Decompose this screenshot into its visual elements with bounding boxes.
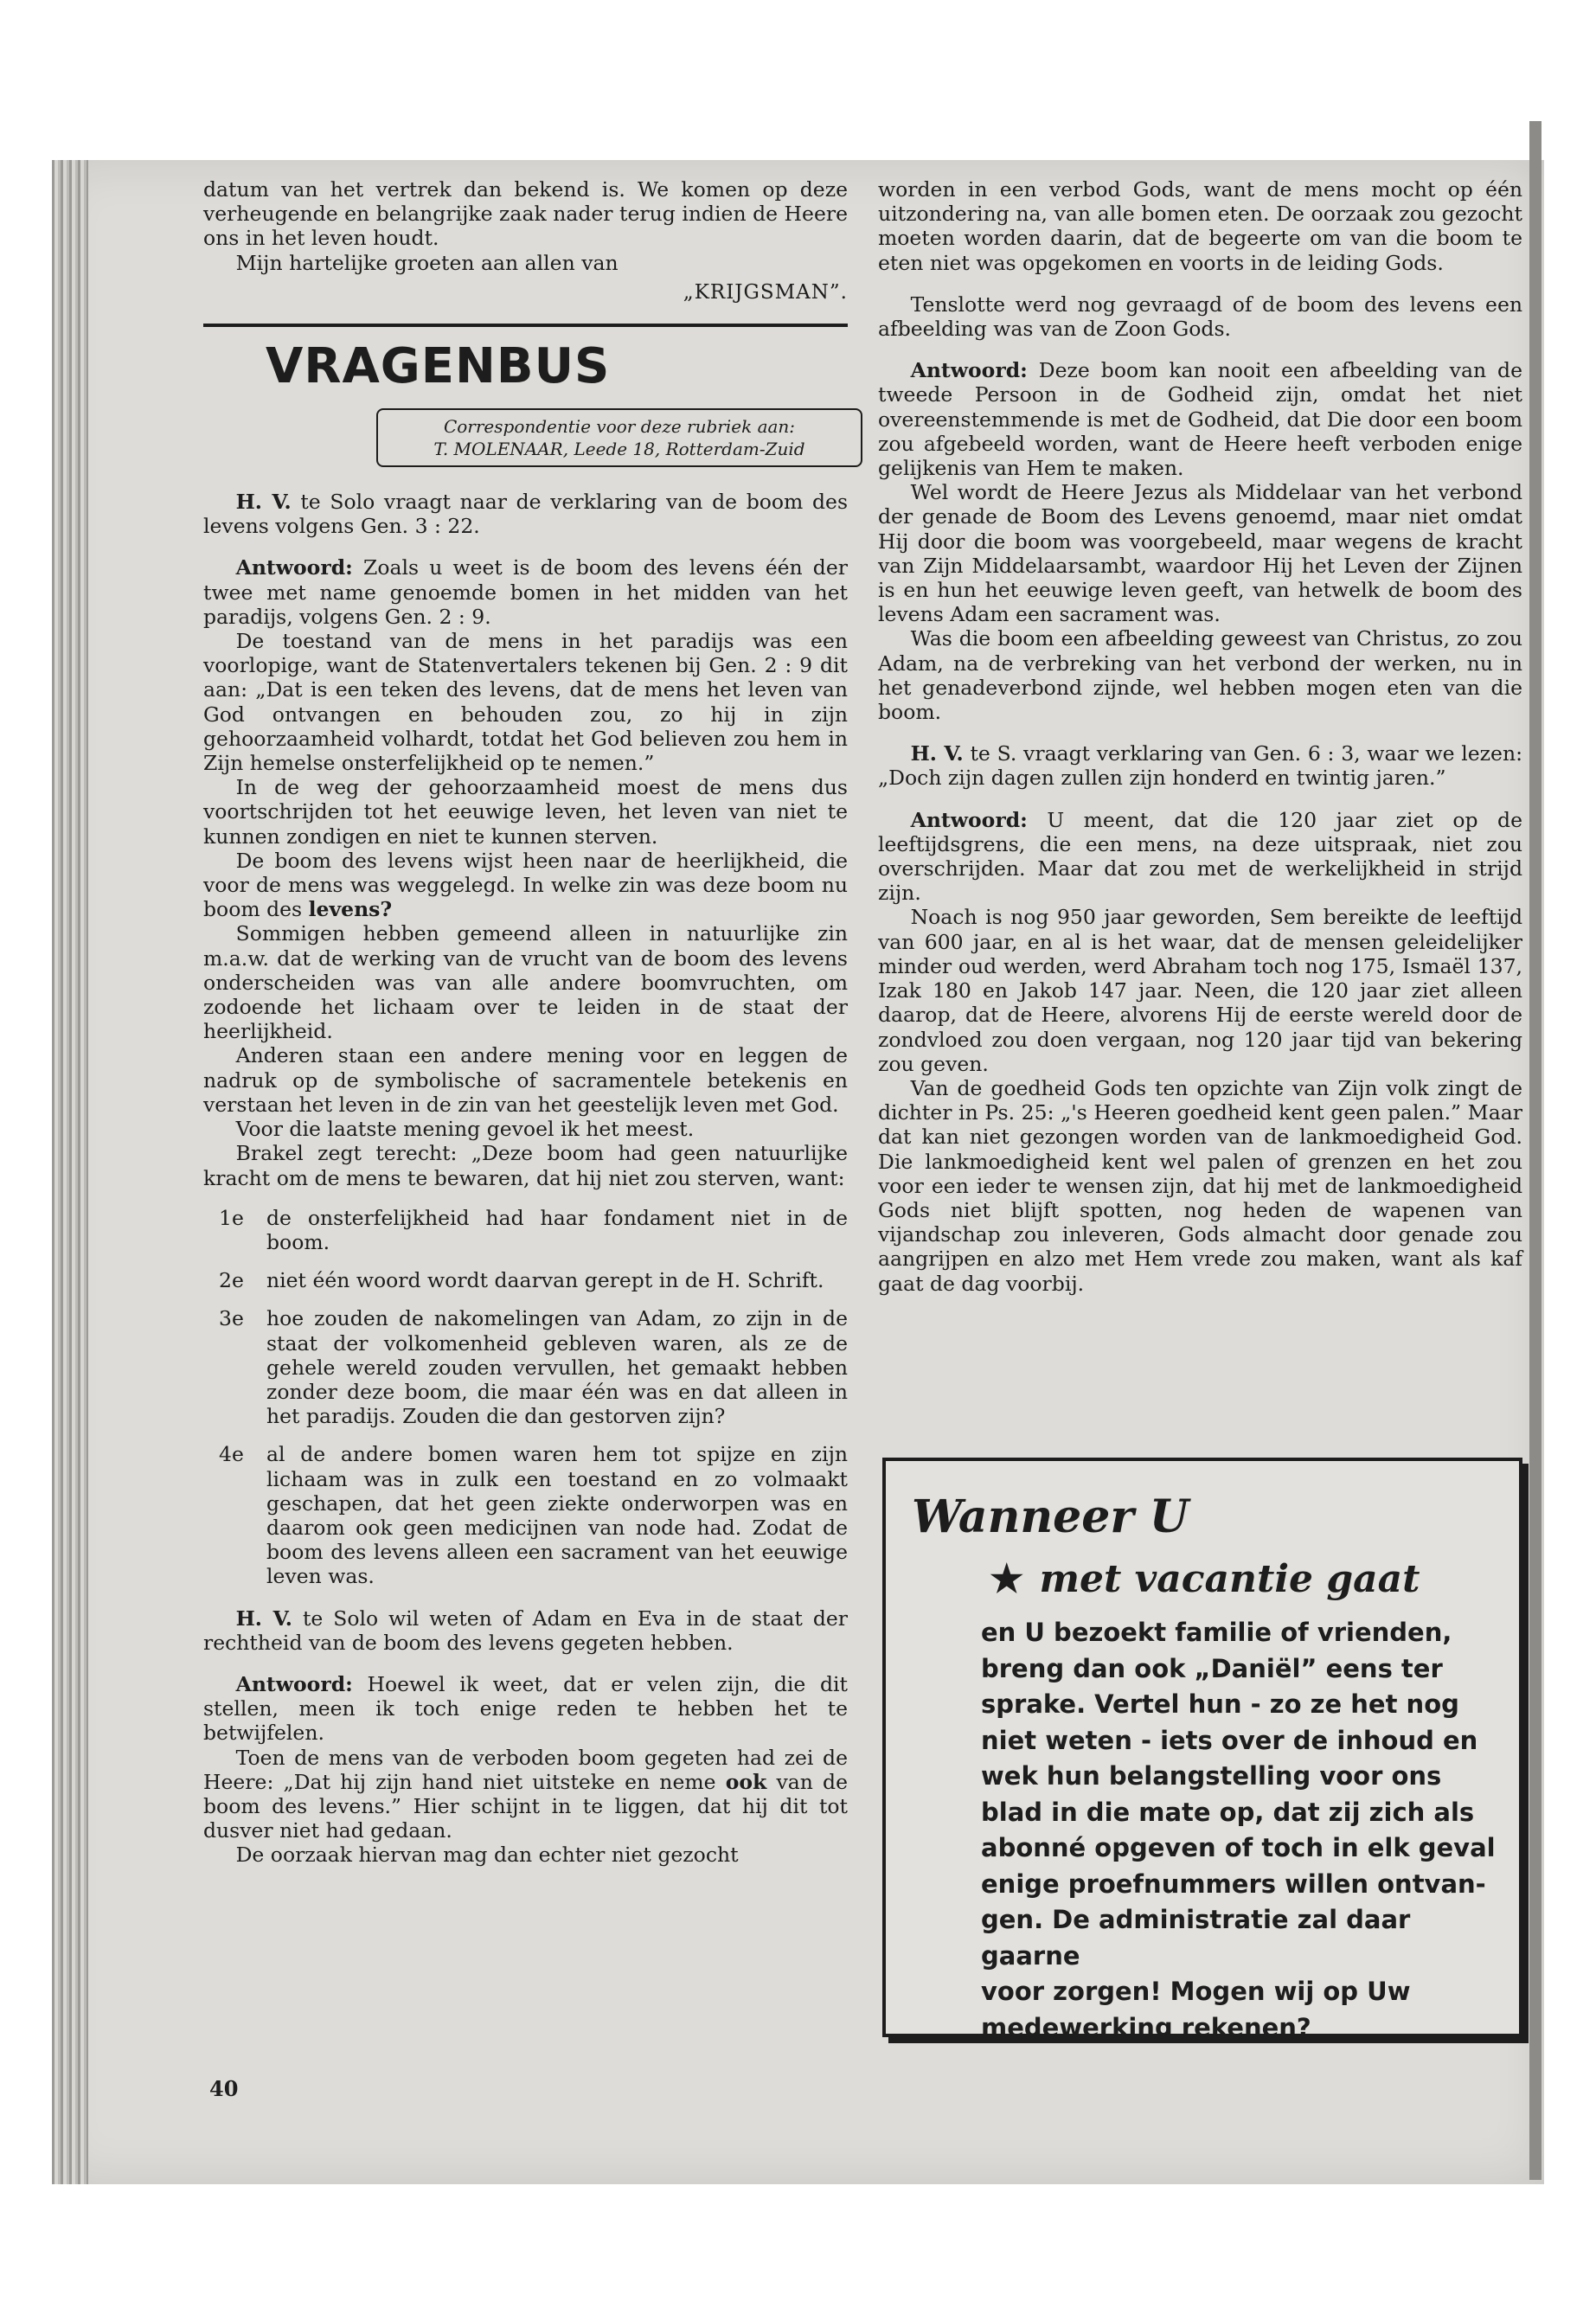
- list-number: 3e: [219, 1306, 244, 1331]
- advert-line: en U bezoekt familie of vrienden,: [981, 1618, 1452, 1647]
- advert-line: abonné opgeven of toch in elk geval: [981, 1833, 1496, 1862]
- advert-subtitle: ★ met vacantie gaat: [990, 1557, 1420, 1601]
- answer-1-paragraph: Antwoord: Zoals u weet is de boom des levens één der twee met name genoemde bomen in het midden van het paradijs, volgens Gen. 2 : 9.: [203, 555, 848, 629]
- answer-1-paragraph: De toestand van de mens in het paradijs was een voorlopige, want de Statenvertalers tekenen bij Gen. 2 : 9 dit aan: „Dat is een teken des levens, dat de mens het leven van God ontvangen en behouden zou, zo hij in zijn gehoorzaamheid volhardt, totdat het God believen zou hem in Zijn hemelse onsterfelijkheid op te nemen.”: [203, 629, 848, 776]
- book-spine: [52, 160, 88, 2184]
- answer-label: Antwoord:: [235, 555, 353, 580]
- advert-line: sprake. Vertel hun - zo ze het nog: [981, 1689, 1459, 1719]
- list-number: 4e: [219, 1442, 244, 1467]
- star-icon: ★: [990, 1557, 1024, 1601]
- answer-3-paragraph: Was die boom een afbeelding geweest van Christus, zo zou Adam, na de verbreking van het verbond der werken, nu in het genadeverbond zijnde, wel hebben mogen eten van die boom.: [878, 626, 1522, 725]
- page-edge: [1529, 121, 1542, 2180]
- signature: „KRIJGSMAN”.: [683, 280, 848, 304]
- question-asker: H. V.: [235, 490, 292, 515]
- answer-1-paragraph: Brakel zegt terecht: „Deze boom had geen natuurlijke kracht om de mens te bewaren, dat hij niet zou sterven, want:: [203, 1141, 848, 1190]
- greeting: Mijn hartelijke groeten aan allen van: [235, 250, 619, 275]
- answer-2-paragraph: Toen de mens van de verboden boom gegeten had zei de Heere: „Dat hij zijn hand niet uitsteke en neme ook van de boom des levens.” Hier schijnt in te liggen, dat hij dit tot dusver niet had gedaan.: [203, 1745, 848, 1843]
- answer-label: Antwoord:: [910, 807, 1028, 832]
- answer-1-paragraph: Sommigen hebben gemeend alleen in natuurlijke zin m.a.w. dat de werking van de vrucht van de boom des levens onderscheiden was van alle andere boomvruchten, om zodoende het lichaam over te leiden in de staat der heerlijkheid.: [203, 921, 848, 1044]
- list-number: 2e: [219, 1268, 244, 1293]
- answer-1-paragraph: De boom des levens wijst heen naar de heerlijkheid, die voor de mens was weggelegd. In welke zin was deze boom nu boom des levens?: [203, 848, 848, 922]
- list-text: niet één woord wordt daarvan gerept in de H. Schrift.: [266, 1268, 824, 1293]
- numbered-list: [203, 1206, 848, 1589]
- advert-line: gen. De administratie zal daar gaarne: [981, 1905, 1411, 1971]
- answer-2-paragraph: Antwoord: Hoewel ik weet, dat er velen zijn, die dit stellen, meen ik toch enige reden te hebben het te betwijfelen.: [203, 1671, 848, 1746]
- answer-1-paragraph: Anderen staan een andere mening voor en leggen de nadruk op de symbolische of sacramentele betekenis en verstaan het leven in de zin van het geestelijk leven met God.: [203, 1043, 848, 1117]
- list-text: hoe zouden de nakomelingen van Adam, zo zijn in de staat der volkomenheid gebleven waren, als ze de gehele wereld zouden vervullen, het gemaakt hebben zonder deze boom, die maar één was en dat alleen in het paradijs. Zouden die dan gestorven zijn?: [266, 1306, 848, 1429]
- advert-title: Wanneer U: [912, 1490, 1189, 1543]
- correspondence-box: [376, 408, 862, 467]
- advertisement-box: [882, 1458, 1522, 2042]
- continuation-paragraph: worden in een verbod Gods, want de mens mocht op één uitzondering na, van alle bomen eten. De oorzaak zou gezocht moeten worden daarin, dat de begeerte om van die boom te eten niet was opgekomen en voorts in de leiding Gods.: [878, 177, 1522, 275]
- list-text: de onsterfelijkheid had haar fondament niet in de boom.: [266, 1205, 848, 1254]
- list-item: [203, 1442, 848, 1588]
- list-item: [203, 1268, 848, 1292]
- answer-3-paragraph: Wel wordt de Heere Jezus als Middelaar van het verbond der genade de Boom des Levens genoemd, maar niet omdat Hij door die boom was voorgebeeld, maar wegens de kracht van Zijn Middelaarsambt, waardoor Hij het Leven der Zijnen is en hun het eeuwige leven geeft, van hetwelk de boom des levens Adam een sacrament was.: [878, 480, 1522, 627]
- advert-line: breng dan ook „Daniël” eens ter: [981, 1653, 1443, 1683]
- answer-4-paragraph: Van de goedheid Gods ten opzichte van Zijn volk zingt de dichter in Ps. 25: „'s Heeren goedheid kent geen palen.” Maar dat kan niet gezongen worden van de lankmoedigheid God. Die lankmoedigheid kent wel palen of grenzen en het zou voor een ieder te wensen zijn, dat hij met de lankmoedigheid Gods niet blijft spotten, nog heden de wapenen van vijandschap zou inleveren, Gods almacht door genade zou aangrijpen en alzo met Hem vrede zou maken, want als kaf gaat de dag voorbij.: [878, 1075, 1522, 1296]
- list-item: [203, 1306, 848, 1428]
- correspondence-line: Correspondentie voor deze rubriek aan:: [443, 416, 796, 438]
- question-3: Tenslotte werd nog gevraagd of de boom des levens een afbeelding was van de Zoon Gods.: [878, 292, 1522, 342]
- advert-line: enige proefnummers willen ontvan-: [981, 1868, 1486, 1899]
- intro-paragraph: datum van het vertrek dan bekend is. We komen op deze verheugende en belangrijke zaak nader terug indien de Heere ons in het leven houdt.: [203, 177, 848, 251]
- section-title: VRAGENBUS: [266, 338, 611, 395]
- question-asker: H. V.: [910, 741, 964, 766]
- answer-label: Antwoord:: [910, 358, 1028, 383]
- section-divider: [203, 324, 848, 327]
- question-1: H. V. te Solo vraagt naar de verklaring van de boom des levens volgens Gen. 3 : 22.: [203, 490, 849, 539]
- answer-3-paragraph: Antwoord: Deze boom kan nooit een afbeelding van de tweede Persoon in de Godheid zijn, omdat het niet overeenstemmende is met de Godheid, dat Die door een boom zou afgebeeld worden, want de Heere heeft verboden enige gelijkenis van Hem te maken.: [878, 358, 1522, 481]
- list-item: [203, 1206, 848, 1254]
- advert-line: medewerking rekenen?: [981, 2012, 1311, 2042]
- answer-1-paragraph: In de weg der gehoorzaamheid moest de mens dus voortschrijden tot het eeuwige leven, het leven van niet te kunnen zondigen en niet te kunnen sterven.: [203, 775, 848, 849]
- left-column: [203, 177, 848, 1868]
- list-number: 1e: [219, 1205, 244, 1230]
- advert-line: voor zorgen! Mogen wij op Uw: [981, 1977, 1411, 2006]
- answer-4-paragraph: Noach is nog 950 jaar geworden, Sem bereikte de leeftijd van 600 jaar, en al is het waar, dat de mensen geleidelijker minder oud werden, werd Abraham toch nog 175, Ismaël 137, Izak 180 en Jakob 147 jaar. Neen, die 120 jaar ziet alleen daarop, dat de Heere, alvorens Hij de eerste wereld door de zondvloed zou doen vergaan, nog 120 jaar tijd van bekering zou geven.: [878, 905, 1522, 1076]
- advert-line: blad in die mate op, dat zij zich als: [981, 1797, 1475, 1827]
- question-4: H. V. te S. vraagt verklaring van Gen. 6 : 3, waar we lezen: „Doch zijn dagen zullen zijn honderd en twintig jaren.”: [878, 741, 1522, 791]
- right-column: [878, 177, 1522, 1296]
- correspondence-address: T. MOLENAAR, Leede 18, Rotterdam-Zuid: [433, 439, 805, 460]
- advert-text: [981, 1615, 1500, 2046]
- answer-2-paragraph: De oorzaak hiervan mag dan echter niet gezocht: [235, 1843, 739, 1868]
- answer-label: Antwoord:: [235, 1671, 353, 1696]
- page-number: 40: [209, 2076, 239, 2101]
- advert-line: niet weten - iets over de inhoud en: [981, 1725, 1478, 1755]
- answer-1-paragraph: Voor die laatste mening gevoel ik het meest.: [235, 1117, 695, 1142]
- question-asker: H. V.: [235, 1606, 292, 1631]
- list-text: al de andere bomen waren hem tot spijze en zijn lichaam was in zulk een toestand en zo volmaakt geschapen, dat het geen ziekte onderworpen was en daarom ook geen medicijnen van node had. Zodat de boom des levens alleen een sacrament van het eeuwige leven was.: [266, 1442, 848, 1589]
- advert-line: wek hun belangstelling voor ons: [981, 1761, 1442, 1791]
- answer-4-paragraph: Antwoord: U meent, dat die 120 jaar ziet op de leeftijdsgrens, die een mens, na deze uitspraak, niet zou overschrijden. Maar dat zou met de werkelijkheid in strijd zijn.: [878, 807, 1522, 906]
- question-2: H. V. te Solo wil weten of Adam en Eva in de staat der rechtheid van de boom des levens gegeten hebben.: [203, 1606, 849, 1655]
